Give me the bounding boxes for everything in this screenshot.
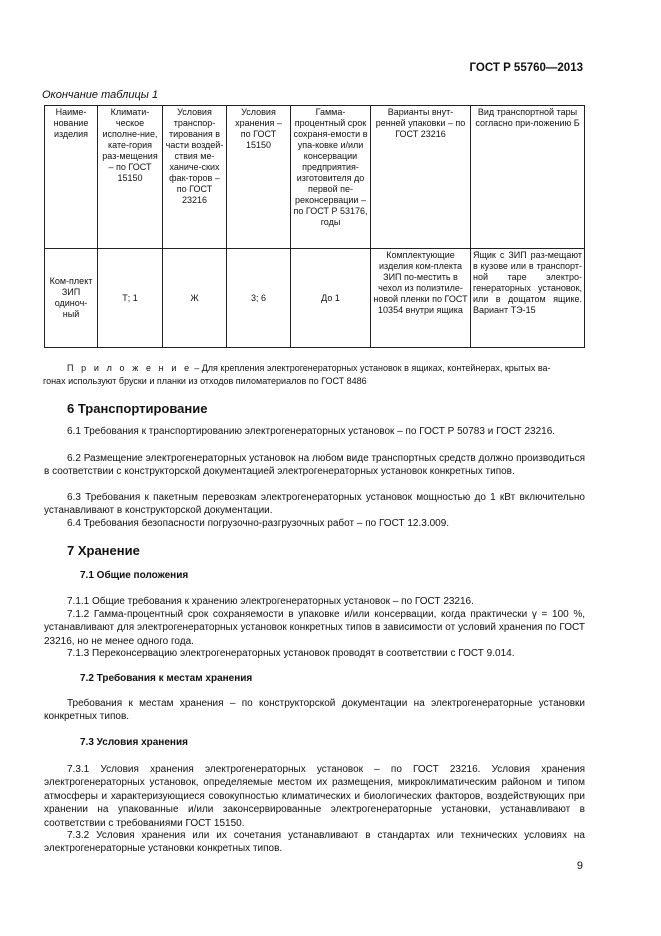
table-cell: До 1 bbox=[291, 249, 371, 348]
table-cell: 3; 6 bbox=[227, 249, 291, 348]
paragraph-7-1-2: 7.1.2 Гамма-процентный срок сохраняемости в упаковке и/или консервации, когда практически γ = 100 %, устанавливают для электрогенераторных установок конкретных типов в зависимости от условий хранения по ГОСТ 23216, но не менее одного года. bbox=[44, 609, 585, 647]
paragraph-6-3: 6.3 Требования к пакетным перевозкам электрогенераторных установок мощностью до 1 кВт включительно устанавливают в конструкторской документации. bbox=[44, 492, 585, 517]
page-number: 9 bbox=[576, 860, 583, 872]
section-6-title: 6 Транспортирование bbox=[67, 401, 208, 416]
paragraph-7-1-3: 7.1.3 Переконсервацию электрогенераторных установок проводят в соответствии с ГОСТ 9.014. bbox=[67, 648, 515, 659]
table-cell: Ком-плект ЗИП одиноч-ный bbox=[45, 249, 98, 348]
subsection-7-2-title: 7.2 Требования к местам хранения bbox=[80, 673, 253, 684]
table-cell: Комплектующие изделия ком-плекта ЗИП по-местить в чехол из полиэтиле-новой пленки по ГОСТ 10354 внутри ящика bbox=[371, 249, 471, 348]
header-cell: Гамма-процентный срок сохраня-емости в упа-ковке и/или консервации предприятия-изготовителя до первой пе-реконсервации – по ГОСТ Р 53176, годы bbox=[291, 106, 371, 249]
paragraph-7-3-2: 7.3.2 Условия хранения или их сочетания устанавливают в стандартах или технических условиях на электрогенераторные установки конкретных типов. bbox=[44, 830, 585, 855]
header-cell: Вид транспортной тары согласно при-ложению Б bbox=[471, 106, 585, 249]
header-cell: Условия транспор-тирования в части воздей-ствия ме-ханиче-ских фак-торов – по ГОСТ 23216 bbox=[163, 106, 227, 249]
header-cell: Наиме-нование изделия bbox=[45, 106, 98, 249]
header-cell: Варианты внут-ренней упаковки – по ГОСТ 23216 bbox=[371, 106, 471, 249]
document-code: ГОСТ Р 55760—2013 bbox=[469, 62, 583, 74]
note-continuation: гонах используют бруски и планки из отходов пиломатериалов по ГОСТ 8486 bbox=[43, 376, 367, 386]
table-header-row bbox=[45, 106, 585, 249]
table-caption: Окончание таблицы 1 bbox=[42, 89, 159, 101]
paragraph-7-2: Требования к местам хранения – по конструкторской документации на электрогенераторные установки конкретных типов. bbox=[44, 698, 585, 723]
note-text: – Для крепления электрогенераторных установок в ящиках, контейнерах, крытых ва- bbox=[191, 363, 551, 373]
paragraph-7-3-1: 7.3.1 Условия хранения электрогенераторных установок – по ГОСТ 23216. Условия хранения электрогенераторных установок, определяемые местом их размещения, микроклиматическим районом и типом атмосферы и характеризующиеся совокупностью климатических и биологических факторов, воздействующих при хранении на упакованные и/или законсервированные электрогенераторные установки, устанавливают в соответствии с требованиями ГОСТ 15150. bbox=[44, 764, 585, 829]
table-cell: Ж bbox=[163, 249, 227, 348]
table-cell: Ящик с ЗИП раз-мещают в кузове или в транспорт-ной таре электро-генераторных установок, или в дощатом ящике. Вариант ТЭ-15 bbox=[471, 249, 585, 348]
paragraph-6-2: 6.2 Размещение электрогенераторных установок на любом виде транспортных средств должно производиться в соответствии с конструкторской документацией электрогенераторных установок конкретных типов. bbox=[44, 453, 585, 478]
table-row bbox=[45, 249, 585, 348]
subsection-7-1-title: 7.1 Общие положения bbox=[80, 570, 189, 581]
paragraph-7-1-1: 7.1.1 Общие требования к хранению электрогенераторных установок – по ГОСТ 23216. bbox=[67, 596, 474, 607]
paragraph-6-4: 6.4 Требования безопасности погрузочно-разгрузочных работ – по ГОСТ 12.3.009. bbox=[67, 518, 450, 529]
header-cell: Условия хранения – по ГОСТ 15150 bbox=[227, 106, 291, 249]
table-1-end bbox=[44, 105, 585, 348]
section-7-title: 7 Хранение bbox=[67, 543, 140, 558]
header-cell: Климати-ческое исполне-ние, кате-гория раз-мещения – по ГОСТ 15150 bbox=[98, 106, 163, 249]
subsection-7-3-title: 7.3 Условия хранения bbox=[80, 737, 188, 748]
note-lead: П р и л о ж е н и е bbox=[67, 363, 192, 373]
table-cell: Т; 1 bbox=[98, 249, 163, 348]
paragraph-6-1: 6.1 Требования к транспортированию электрогенераторных установок – по ГОСТ Р 50783 и ГОСТ 23216. bbox=[67, 426, 556, 437]
table-note bbox=[43, 362, 584, 388]
